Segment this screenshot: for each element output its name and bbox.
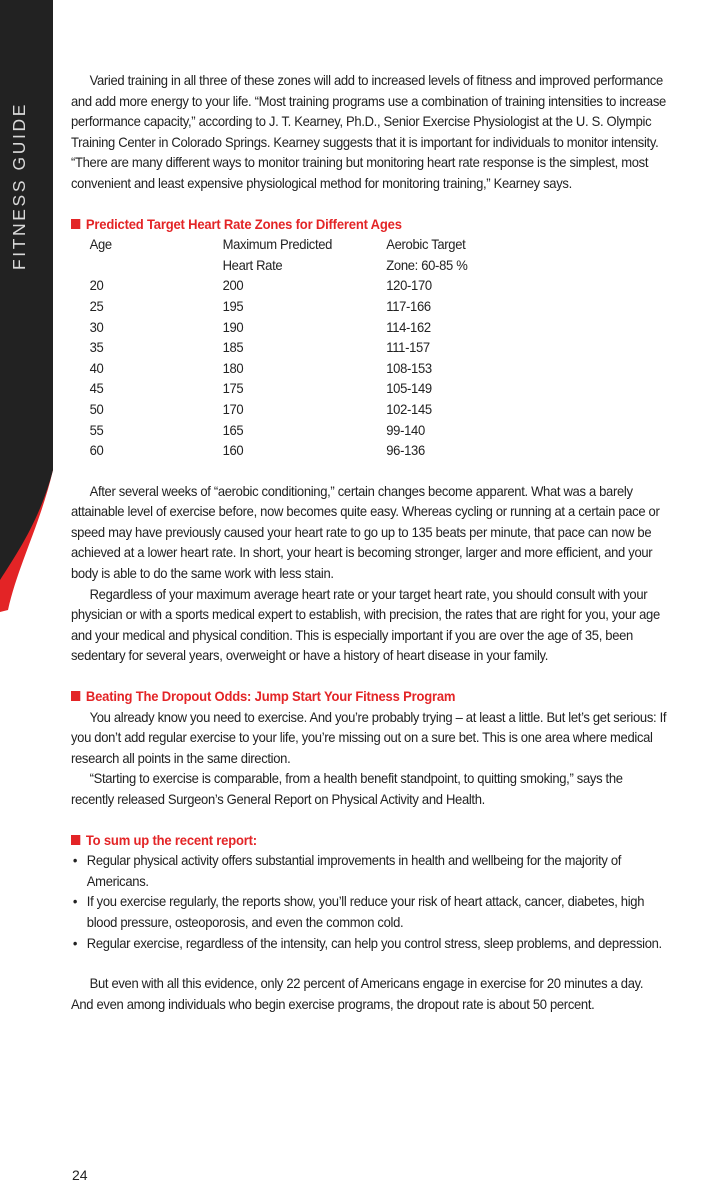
- red-square-bullet-icon: [71, 835, 80, 845]
- list-item: • Regular physical activity offers substantial improvements in health and wellbeing for the majority of Americans.: [71, 850, 666, 891]
- cell-age: 40: [89, 359, 104, 376]
- cell-max: 190: [222, 318, 244, 335]
- cell-max: 180: [222, 359, 244, 376]
- page-content: [71, 70, 666, 1014]
- cell-max: 160: [222, 442, 244, 459]
- cell-zone: 117-166: [386, 297, 431, 314]
- cell-age: 45: [89, 380, 104, 397]
- table-row: [90, 275, 667, 296]
- red-square-bullet-icon: [71, 219, 80, 229]
- table-header-row: [90, 255, 667, 276]
- section-heading-text: To sum up the recent report:: [85, 831, 257, 848]
- exercise-paragraph: You already know you need to exercise. And you’re probably trying – at least a little. But let’s get serious: If you don’t add regular exercise to your life, you’re missing out on a sure bet. This is one area where medical research all points in the same direction.: [71, 708, 667, 766]
- cell-age: 20: [89, 277, 104, 294]
- table-row: [90, 378, 667, 399]
- section-heading-dropout: [71, 686, 666, 707]
- header-zone-line2: Zone: 60-85 %: [386, 256, 468, 273]
- cell-max: 175: [222, 380, 244, 397]
- section-heading-text: Beating The Dropout Odds: Jump Start Your Fitness Program: [85, 688, 456, 705]
- quote-paragraph: “Starting to exercise is comparable, from a health benefit standpoint, to quitting smoking,” says the recently released Surgeon’s General Report on Physical Activity and Health.: [71, 770, 623, 807]
- heart-rate-table: [90, 234, 667, 461]
- cell-age: 55: [89, 421, 104, 438]
- consult-paragraph: Regardless of your maximum average heart rate or your target heart rate, you should consult with your physician or with a sports medical expert to establish, with precision, the rates that are right for you, your age and your medical and physical condition. This is especially important if you are over the age of 35, been sedentary for several years, overweight or have a history of heart disease in your family.: [71, 585, 660, 664]
- cell-max: 165: [222, 421, 244, 438]
- cell-max: 170: [222, 400, 244, 417]
- cell-age: 25: [89, 297, 104, 314]
- list-item: • Regular exercise, regardless of the intensity, can help you control stress, sleep problems, and depression.: [71, 933, 666, 954]
- table-row: [90, 317, 667, 338]
- table-row: [90, 337, 667, 358]
- table-row: [90, 399, 667, 420]
- spacer: [71, 953, 666, 973]
- sidebar-band: [0, 0, 53, 620]
- spacer: [71, 810, 666, 830]
- sidebar-curve-graphic: [0, 0, 53, 620]
- aerobic-paragraph: After several weeks of “aerobic conditioning,” certain changes become apparent. What was a barely attainable level of exercise before, now becomes quite easy. Whereas cycling or running at a certain pace or speed may have previously caused your heart rate to go up to 135 beats per minute, that pace can now be achieved at a lower heart rate. In short, your heart is becoming stronger, larger and more efficient, and your body is able to do the same work with less stain.: [71, 482, 660, 582]
- list-item: • If you exercise regularly, the reports show, you’ll reduce your risk of heart attack, cancer, diabetes, high blood pressure, osteoporosis, and even the common cold.: [71, 891, 666, 932]
- header-empty: [90, 255, 223, 276]
- header-zone-line1: Aerobic Target: [386, 236, 466, 253]
- cell-max: 185: [222, 339, 244, 356]
- cell-zone: 111-157: [386, 339, 430, 356]
- cell-age: 50: [89, 400, 104, 417]
- spacer: [71, 461, 666, 481]
- cell-max: 195: [222, 297, 244, 314]
- section-heading-heart-rate: [71, 214, 666, 235]
- header-age: Age: [89, 236, 112, 253]
- report-bullet-list: [71, 850, 666, 953]
- section-heading-report: [71, 830, 666, 851]
- cell-zone: 102-145: [386, 400, 432, 417]
- table-row: [90, 358, 667, 379]
- cell-age: 30: [89, 318, 104, 335]
- cell-zone: 99-140: [386, 421, 425, 438]
- table-header-row: [90, 234, 667, 255]
- cell-age: 35: [89, 339, 104, 356]
- section-heading-text: Predicted Target Heart Rate Zones for Different Ages: [85, 215, 402, 232]
- table-row: [90, 420, 667, 441]
- cell-age: 60: [89, 442, 104, 459]
- header-max-line1: Maximum Predicted: [222, 236, 333, 253]
- cell-max: 200: [222, 277, 244, 294]
- intro-paragraph: Varied training in all three of these zones will add to increased levels of fitness and improved performance and add more energy to your life. “Most training programs use a combination of training intensities to increase performance capacity,” according to J. T. Kearney, Ph.D., Senior Exercise Physiologist at the U. S. Olympic Training Center in Colorado Springs. Kearney suggests that it is important for individuals to monitor intensity. “There are many different ways to monitor training but monitoring heart rate response is the simplest, most convenient and least expensive physiological method for monitoring training,” Kearney says.: [71, 72, 666, 191]
- sidebar-title: FITNESS GUIDE: [9, 102, 29, 270]
- cell-zone: 105-149: [386, 380, 432, 397]
- cell-zone: 120-170: [386, 277, 432, 294]
- header-max-line2: Heart Rate: [222, 256, 283, 273]
- cell-zone: 114-162: [386, 318, 431, 335]
- table-row: [90, 296, 667, 317]
- closing-paragraph: But even with all this evidence, only 22 percent of Americans engage in exercise for 20 minutes a day. And even among individuals who begin exercise programs, the dropout rate is about 50 percent.: [71, 975, 644, 1012]
- red-square-bullet-icon: [71, 691, 80, 701]
- table-row: [90, 440, 667, 461]
- spacer: [71, 194, 666, 214]
- cell-zone: 96-136: [386, 442, 425, 459]
- cell-zone: 108-153: [386, 359, 432, 376]
- spacer: [71, 666, 666, 686]
- page-number: 24: [72, 1167, 88, 1183]
